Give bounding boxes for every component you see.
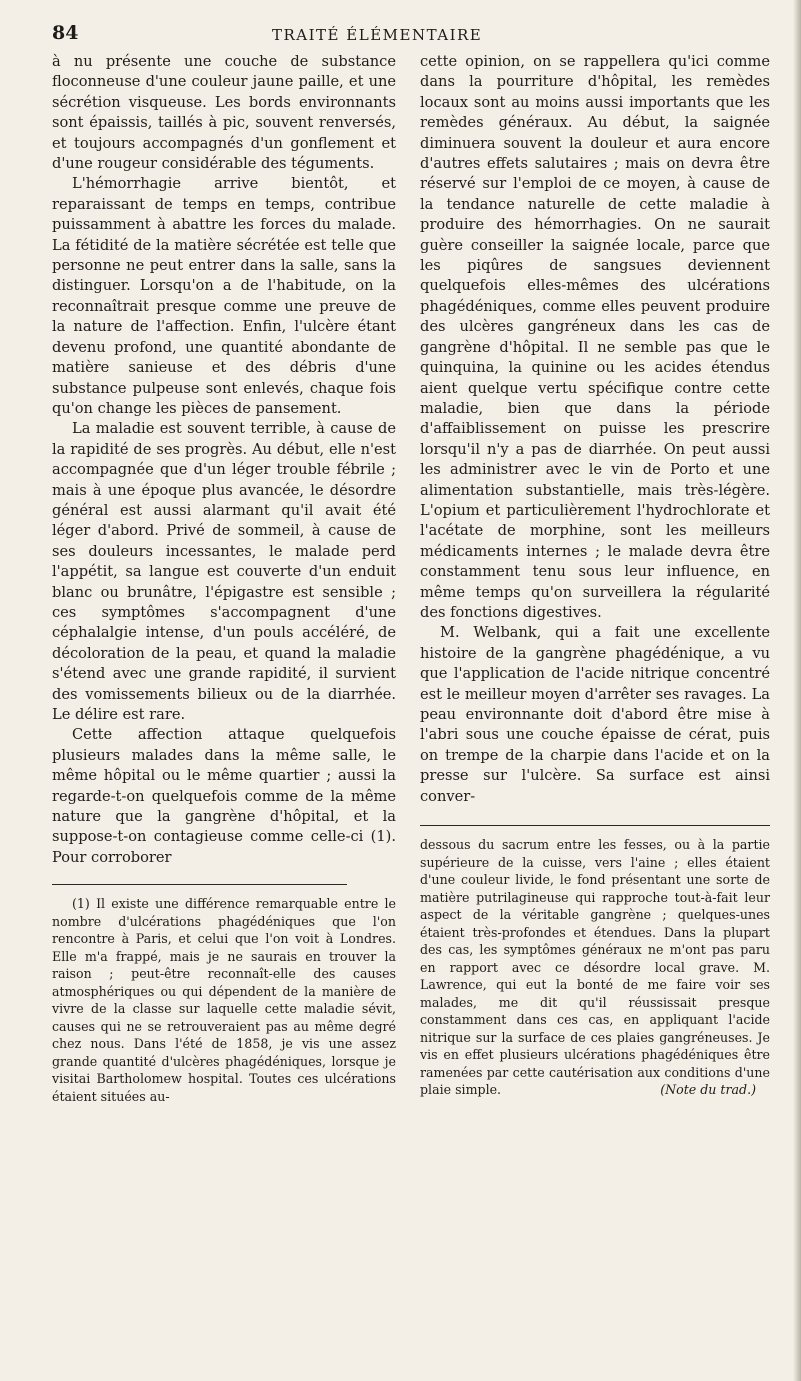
right-body-text [420,52,770,807]
right-column [420,52,770,1099]
left-body-text [52,52,396,868]
footnote-continuation [420,836,770,1099]
paragraph: La maladie est souvent terrible, à cause de la rapidité de ses progrès. Au début, elle n'est accompagnée que d'un léger trouble fébrile ; mais à une époque plus avancée, le désordre général est aussi alarmant qu'il avait été léger d'abord. Privé de sommeil, à cause de ses douleurs incessantes, le malade perd l'appétit, sa langue est couverte d'un enduit blanc ou brunâtre, l'épigastre est sensible ; ces symptômes s'accompagnent d'une céphalalgie intense, d'un pouls accéléré, de décoloration de la peau, et quand la maladie s'étend avec une grande rapidité, il survient des vomissements bilieux ou de la diarrhée. Le délire est rare. [52,420,396,723]
page-number: 84 [52,22,79,44]
right-footnote [420,836,770,1099]
footnote-rule [52,884,347,885]
left-footnote [52,895,396,1105]
paragraph: à nu présente une couche de substance floconneuse d'une couleur jaune paille, et une sécrétion visqueuse. Les bords environnants sont épaissis, taillés à pic, souvent renversés, et toujours accompagnés d'un gonflement et d'une rougeur considérable des téguments. [52,53,396,173]
page-header [44,20,784,48]
running-title: TRAITÉ ÉLÉMENTAIRE [272,26,483,44]
footnote-attribution: (Note du trad.) [660,1082,756,1098]
page-edge-shadow [793,0,801,1381]
footnote-text: (1) Il existe une différence remarquable entre le nombre d'ulcérations phagédéniques que l'on rencontre à Paris, et celui que l'on voit à Londres. Elle m'a frappé, mais je ne saurais en trouver la raison ; peut-être reconnaît-elle des causes atmosphériques ou qui dépendent de la manière de vivre de la classe sur laquelle cette maladie sévit, causes qui ne se retrouveraient pas au même degré chez nous. Dans l'été de 1858, je vis une assez grande quantité d'ulcères phagédéniques, lorsque je visitai Bartholomew hospital. Toutes ces ulcérations étaient situées au- [52,896,396,1104]
footnote-continuation-text: dessous du sacrum entre les fesses, ou à la partie supérieure de la cuisse, vers l'aine ; elles étaient d'une couleur livide, le fond présentant une sorte de matière putrilagineuse qui rapproche tout-à-fait leur aspect de la véritable gangrène ; quelques-unes étaient très-profondes et étendues. Dans la plupart des cas, les symptômes généraux ne m'ont pas paru en rapport avec ce désordre local grave. M. Lawrence, qui eut la bonté de me faire voir ses malades, me dit qu'il réussissait presque constamment dans ces cas, en appliquant l'acide nitrique sur la surface de ces plaies gangréneuses. Je vis en effet plusieurs ulcérations phagédéniques être ramenées par cette cautérisation aux conditions d'une plaie simple. [420,837,770,1098]
paragraph: Cette affection attaque quelquefois plusieurs malades dans la même salle, le même hôpital ou le même quartier ; aussi la regarde-t-on quelquefois comme de la même nature que la gangrène d'hôpital, et la suppose-t-on contagieuse comme celle-ci (1). Pour corroborer [52,726,396,866]
paragraph: L'hémorrhagie arrive bientôt, et reparaissant de temps en temps, contribue puissamment à abattre les forces du malade. La fétidité de la matière sécrétée est telle que personne ne peut entrer dans la salle, sans la distinguer. Lorsqu'on a de l'habitude, on la reconnaîtrait presque comme une preuve de la nature de l'affection. Enfin, l'ulcère étant devenu profond, une quantité abondante de matière sanieuse et des débris d'une substance pulpeuse sont enlevés, chaque fois qu'on change les pièces de pansement. [52,175,396,417]
paragraph: M. Welbank, qui a fait une excellente histoire de la gangrène phagédénique, a vu que l'application de l'acide nitrique concentré est le meilleur moyen d'arrêter ses ravages. La peau environnante doit d'abord être mise à l'abri sous une couche épaisse de cérat, puis on trempe de la charpie dans l'acide et on la presse sur l'ulcère. Sa surface est ainsi conver- [420,624,770,805]
left-column [52,52,396,1105]
footnote-rule [420,825,770,826]
paragraph: cette opinion, on se rappellera qu'ici comme dans la pourriture d'hôpital, les remèdes locaux sont au moins aussi importants que les remèdes généraux. Au début, la saignée diminuera souvent la douleur et aura encore d'autres effets salutaires ; mais on devra être réservé sur l'emploi de ce moyen, à cause de la tendance naturelle de cette maladie à produire des hémorrhagies. On ne saurait guère conseiller la saignée locale, parce que les piqûres de sangsues deviennent quelquefois elles-mêmes des ulcérations phagédéniques, comme elles peuvent produire des ulcères gangréneux dans les cas de gangrène d'hôpital. Il ne semble pas que le quinquina, la quinine ou les acides étendus aient quelque vertu spécifique contre cette maladie, bien que dans la période d'affaiblissement on puisse les prescrire lorsqu'il n'y a pas de diarrhée. On peut aussi les administrer avec le vin de Porto et une alimentation substantielle, mais très-légère. L'opium et particulièrement l'hydrochlorate et l'acétate de morphine, sont les meilleurs médicaments internes ; le malade devra être constamment tenu sous leur influence, en même temps qu'on surveillera la régularité des fonctions digestives. [420,53,770,621]
